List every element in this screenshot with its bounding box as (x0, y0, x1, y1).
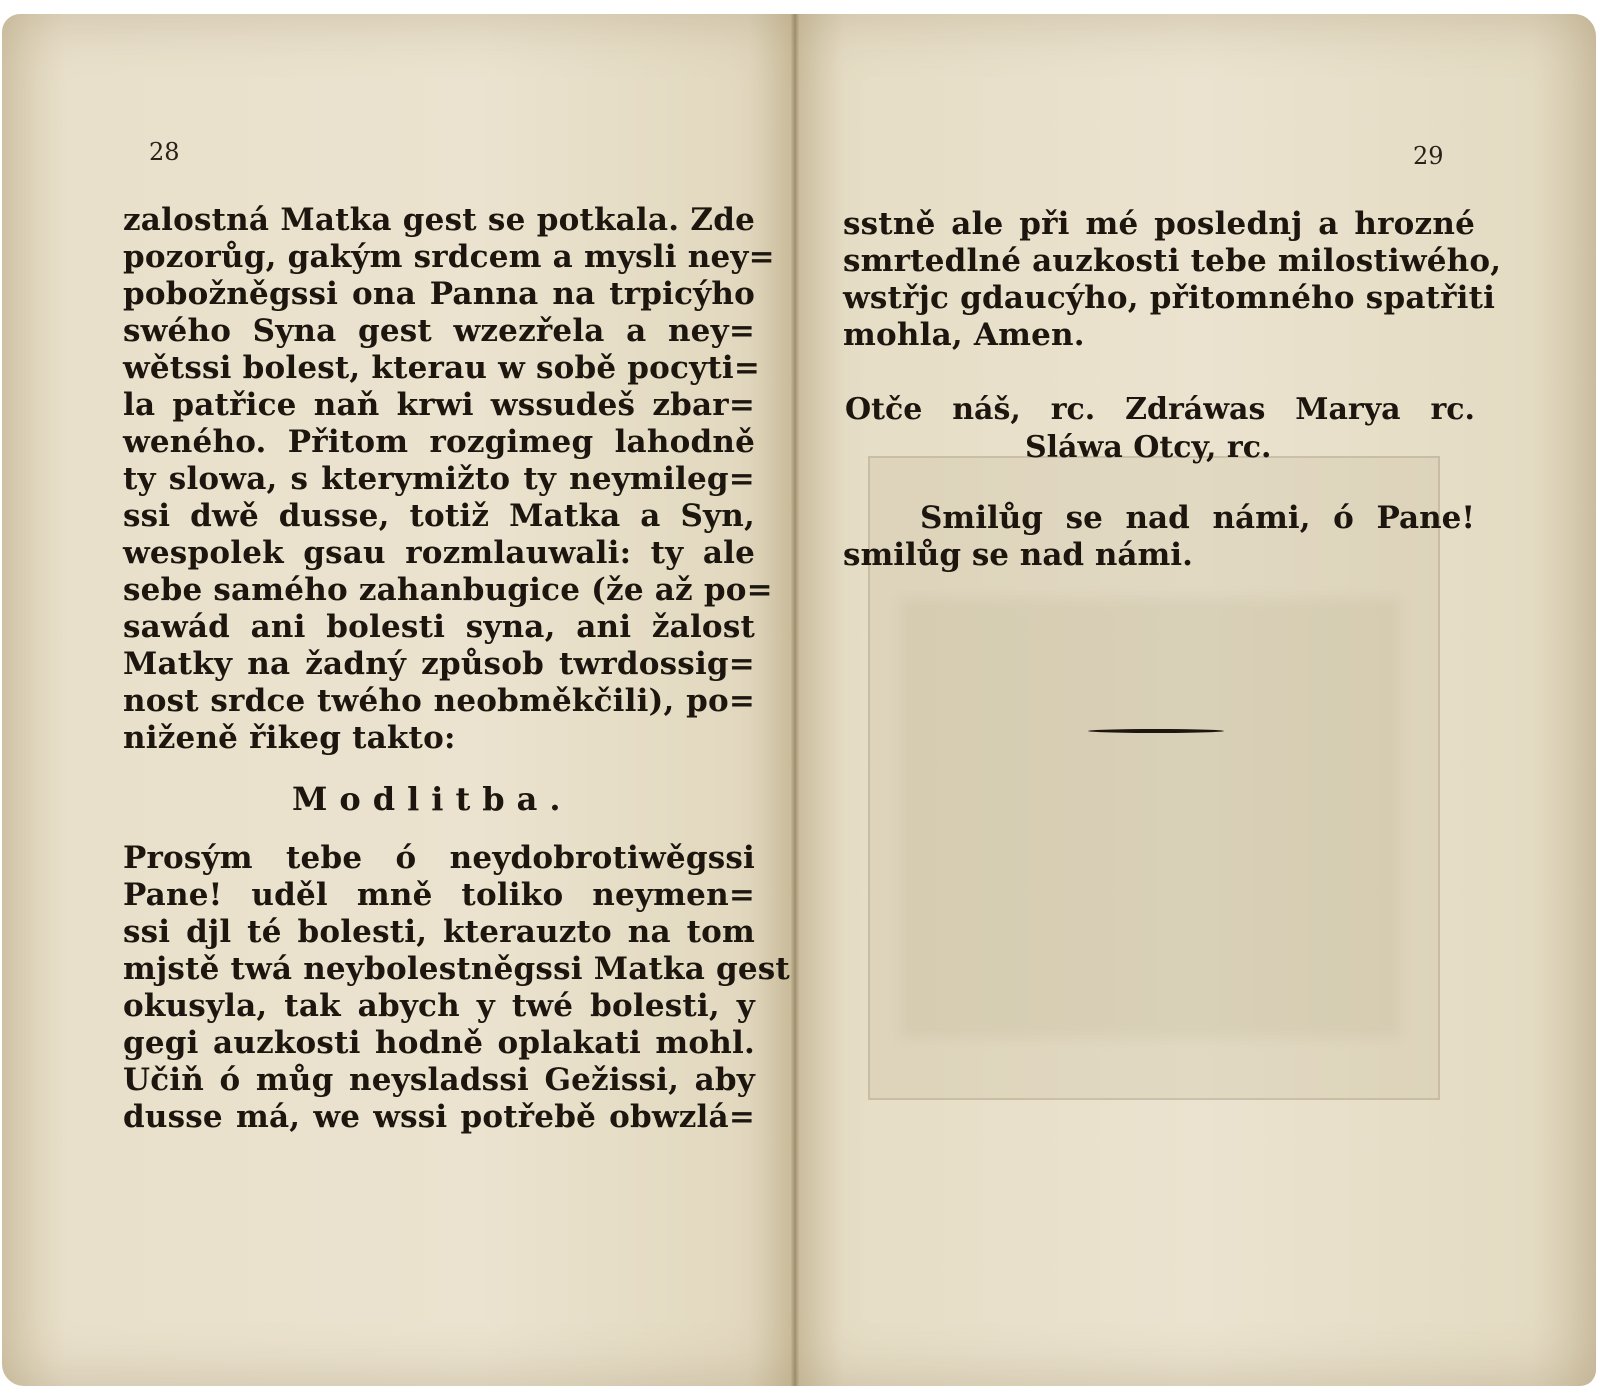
text-line: ssi dwě dusse, totiž Matka a Syn, (123, 498, 755, 534)
left-page-number: 28 (149, 138, 180, 166)
text-line: pozorůg, gakým srdcem a mysli ney= (123, 239, 775, 275)
end-rule (1088, 729, 1224, 733)
text-line: la patřice naň krwi wssudeš zbar= (123, 387, 755, 423)
text-line: wespolek gsau rozmlauwali: ty ale (123, 535, 755, 571)
text-line: nost srdce twého neobměkčili), po= (123, 683, 755, 719)
text-line: sebe samého zahanbugice (že až po= (123, 572, 773, 608)
text-line: wstřjc gdaucýho, přitomného spatřiti (843, 280, 1496, 316)
text-line: dusse má, we wssi potřebě obwzlá= (123, 1099, 755, 1135)
text-line: mjstě twá neybolestněgssi Matka gest (123, 951, 790, 987)
smiluj-line: smilůg se nad námi. (843, 537, 1193, 573)
text-line: smrtedlné auzkosti tebe milostiwého, (843, 243, 1502, 279)
text-line: swého Syna gest wzezřela a ney= (123, 313, 755, 349)
text-line: zalostná Matka gest se potkala. Zde (123, 202, 755, 238)
text-line: wětssi bolest, kterau w sobě pocyti= (123, 350, 760, 386)
text-line: Matky na žadný způsob twrdossig= (123, 646, 755, 682)
smiluj-line: Smilůg se nad námi, ó Pane! (920, 500, 1475, 536)
book-gutter (791, 14, 799, 1386)
slawa-line: Sláwa Otcy, rc. (1025, 430, 1272, 465)
text-line: Učiň ó můg neysladssi Gežissi, aby (123, 1062, 755, 1098)
prayer-heading: Modlitba. (292, 780, 573, 818)
right-page-number: 29 (1413, 142, 1444, 170)
text-line: okusyla, tak abych y twé bolesti, y (123, 988, 755, 1024)
text-line: Prosým tebe ó neydobrotiwěgssi (123, 840, 755, 876)
show-through-shadow (900, 598, 1400, 1038)
text-line: ty slowa, s kterymižto ty neymileg= (123, 461, 755, 497)
text-line: mohla, Amen. (843, 317, 1085, 353)
text-line: sawád ani bolesti syna, ani žalost (123, 609, 755, 645)
text-line: sstně ale při mé poslednj a hrozné (843, 206, 1475, 242)
text-line: ssi djl té bolesti, kterauzto na tom (123, 914, 755, 950)
otce-nas-line: Otče náš, rc. Zdráwas Marya rc. (845, 392, 1475, 427)
text-line: gegi auzkosti hodně oplakati mohl. (123, 1025, 755, 1061)
text-line: weného. Přitom rozgimeg lahodně (123, 424, 755, 460)
text-line: Pane! uděl mně toliko neymen= (123, 877, 755, 913)
text-line: niženě řikeg takto: (123, 720, 456, 756)
text-line: pobožněgssi ona Panna na trpicýho (123, 276, 755, 312)
